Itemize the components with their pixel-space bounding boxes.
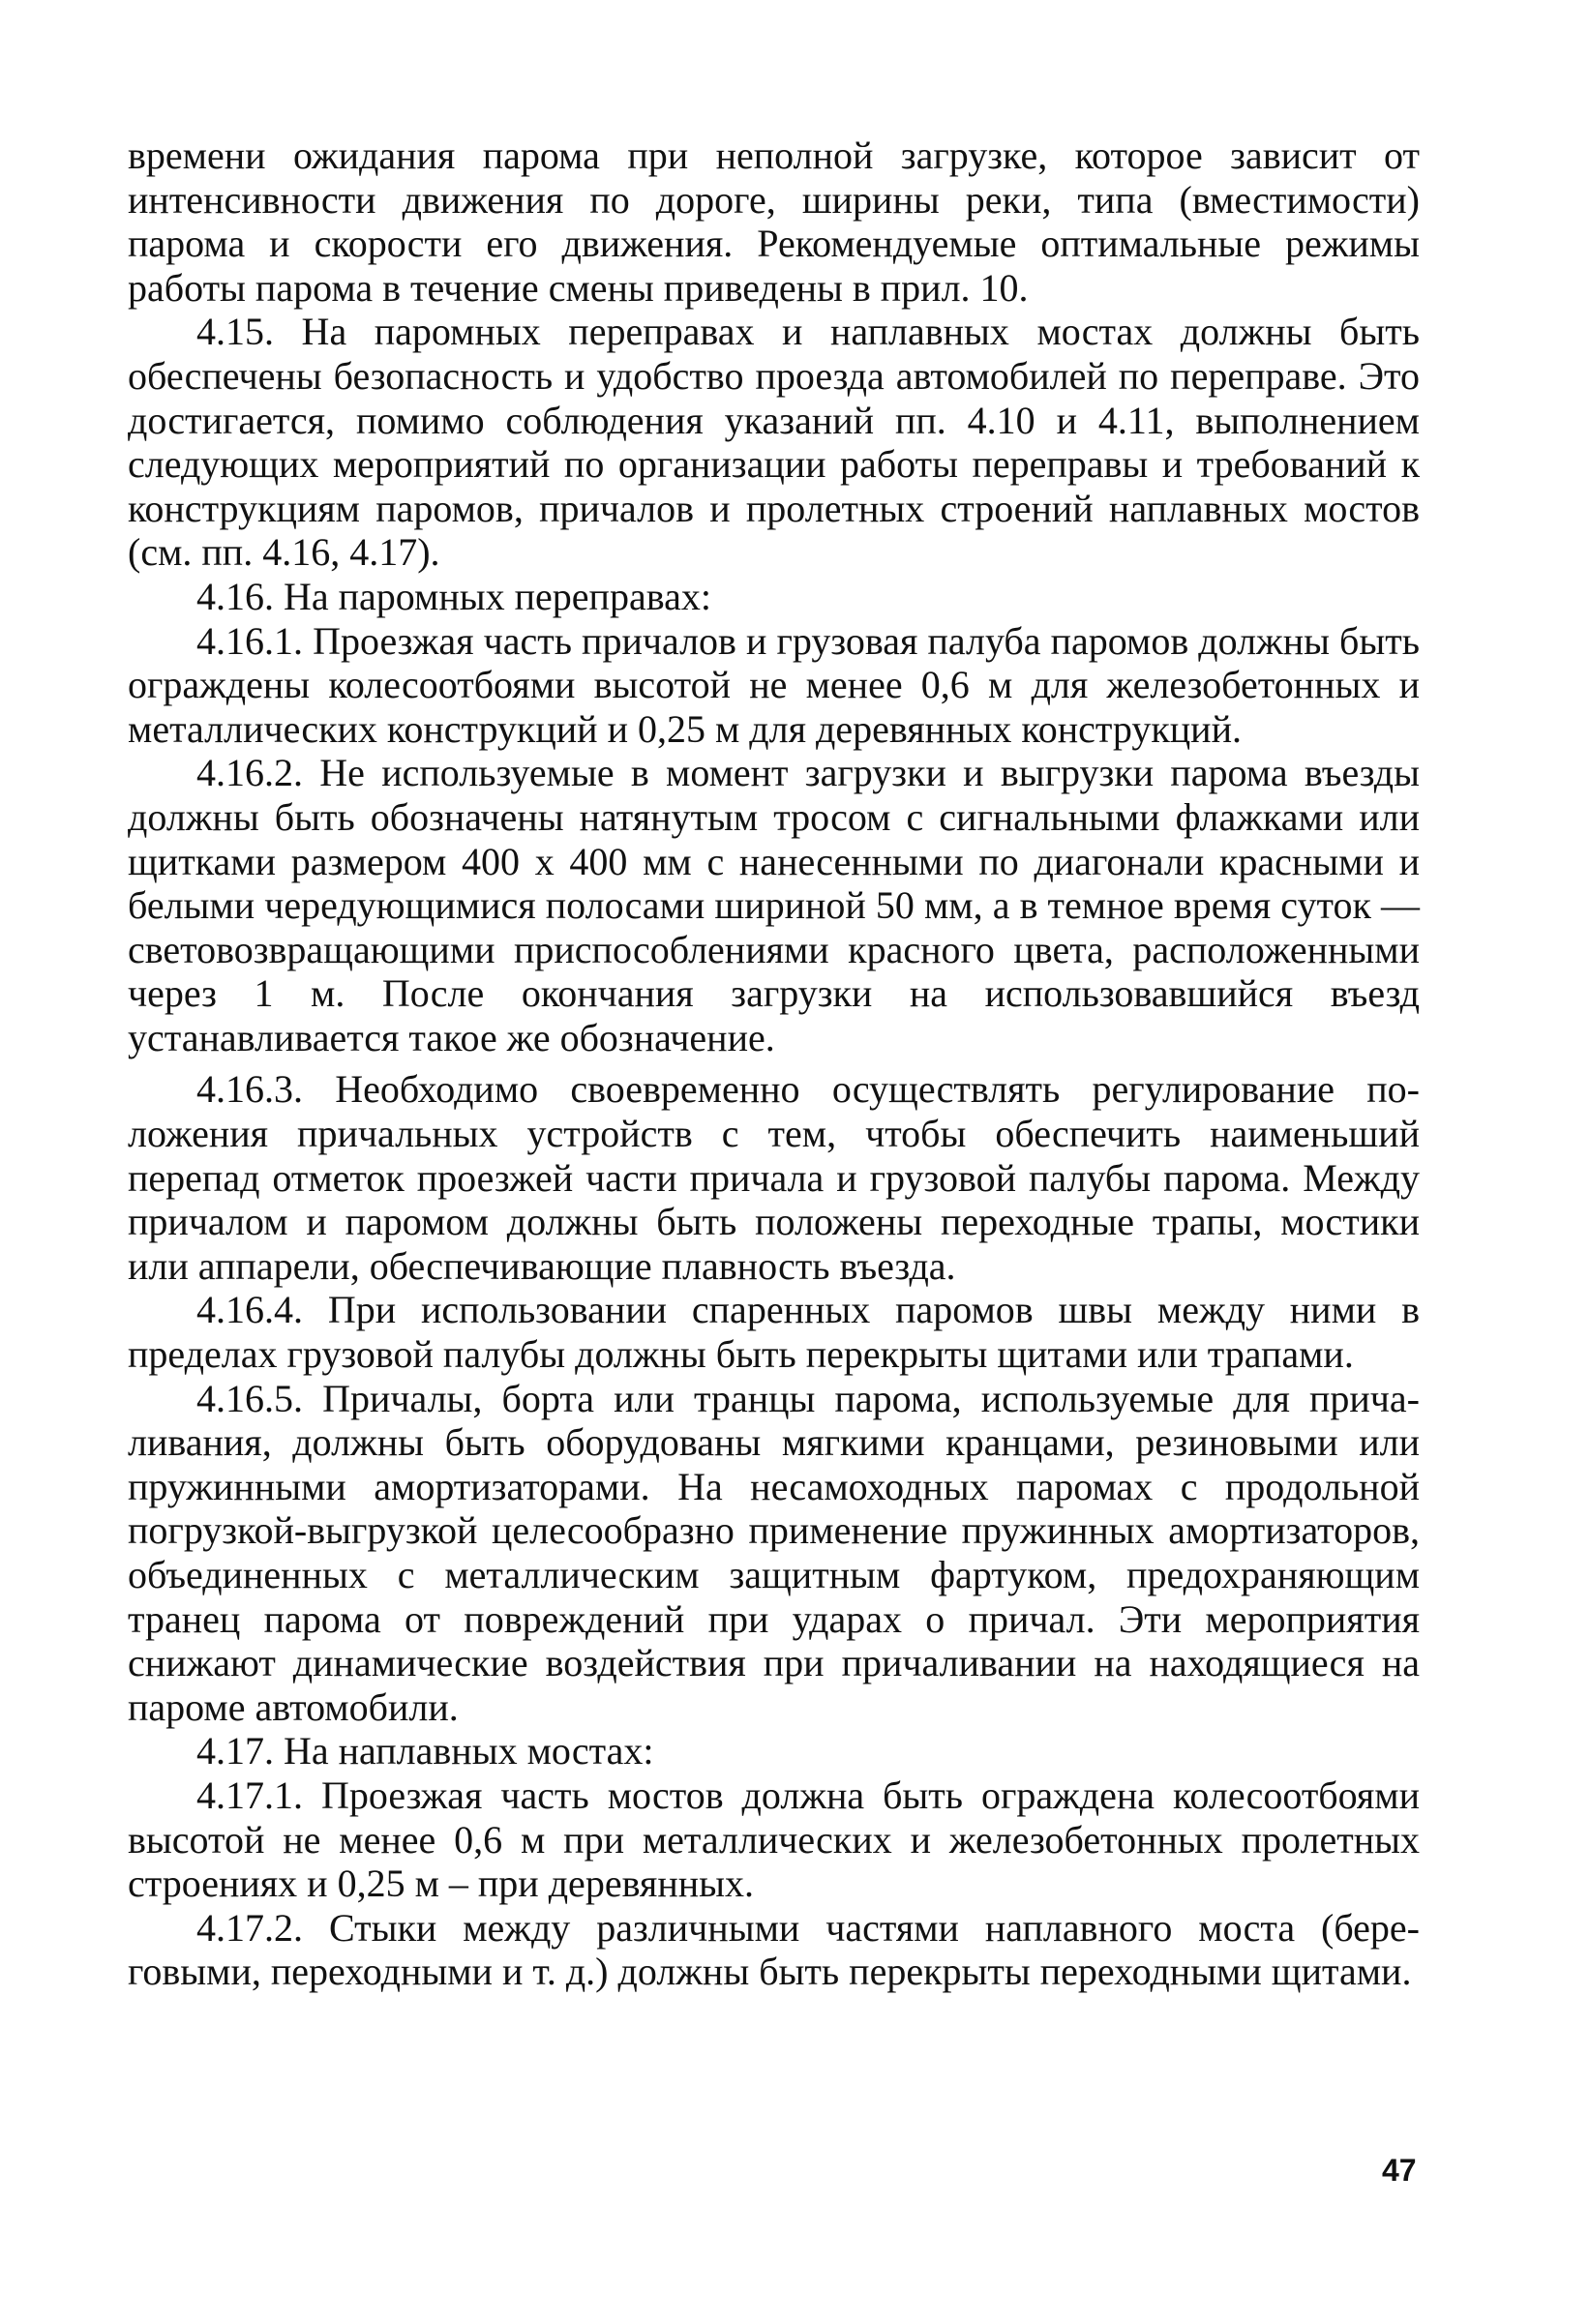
page-number: 47 [1382, 2153, 1417, 2188]
paragraph-continuation: времени ожидания парома при неполной загрузке, которое зависит от интенсивности движения по дороге, ширины реки, типа (вместимости) парома и скорости его движения. Рекомендуемые оптимальные режимы работы парома в течение смены приведены в прил. 10. [128, 134, 1420, 310]
paragraph-4-16: 4.16. На паромных переправах: [196, 574, 711, 618]
paragraph-4-16-4: 4.16.4. При использовании спаренных паромов швы между ними в пределах грузовой палубы должны быть перекрыты щитами или трапами. [128, 1288, 1420, 1377]
paragraph-4-17: 4.17. На наплавных мостах: [196, 1729, 654, 1773]
paragraph-4-16-2: 4.16.2. Не используемые в момент загрузки и выгрузки парома въезды должны быть обозначены натянутым тросом с сигнальными флажками или щитками размером 400 х 400 мм с нанесенными по диагонали красными и белыми чередующимися полосами шириной 50 мм, а в темное время суток — световозвращающими приспособлениями красного цвета, расположенными через 1 м. После окончания загрузки на использовавшийся въезд устанавливается такое же обозначение. [128, 751, 1420, 1059]
paragraph-4-16-5: 4.16.5. Причалы, борта или транцы парома, используемые для причаливания, должны быть оборудованы мягкими кранцами, резиновыми или пружинными амортизаторами. На несамоходных паромах с продольной погрузкой-выгрузкой целесообразно применение пружинных амортизаторов, объединенных с металлическим защитным фартуком, предохраняющим транец парома от повреждений при ударах о причал. Эти мероприятия снижают динамические воздействия при причаливании на находящиеся на пароме автомобили. [128, 1376, 1420, 1729]
paragraph-4-16-1: 4.16.1. Проезжая часть причалов и грузовая палуба паромов должны быть ограждены колесоотбоями высотой не менее 0,6 м для железобетонных и металлических конструкций и 0,25 м для деревянных конструкций. [128, 618, 1420, 751]
paragraph-4-17-2: 4.17.2. Стыки между различными частями наплавного моста (береговыми, переходными и т. д.) должны быть перекрыты переходными щитами. [128, 1905, 1420, 1994]
document-page [128, 134, 1420, 1994]
paragraph-4-16-3: 4.16.3. Необходимо своевременно осуществлять регулирование положения причальных устройств с тем, чтобы обеспечить наименьший перепад отметок проезжей части причала и грузовой палубы парома. Между причалом и паромом должны быть положены переходные трапы, мостики или аппарели, обеспечивающие плавность въезда. [128, 1067, 1420, 1288]
paragraph-4-17-1: 4.17.1. Проезжая часть мостов должна быть ограждена колесоотбоями высотой не менее 0,6 м при металлических и железобетонных пролетных строениях и 0,25 м – при деревянных. [128, 1773, 1420, 1906]
paragraph-4-15: 4.15. На паромных переправах и наплавных мостах должны быть обеспечены безопасность и удобство проезда автомобилей по переправе. Это достигается, помимо соблюдения указаний пп. 4.10 и 4.11, выполнением следующих мероприятий по организации работы переправы и требований к конструкциям паромов, причалов и пролетных строений наплавных мостов (см. пп. 4.16, 4.17). [128, 310, 1420, 575]
